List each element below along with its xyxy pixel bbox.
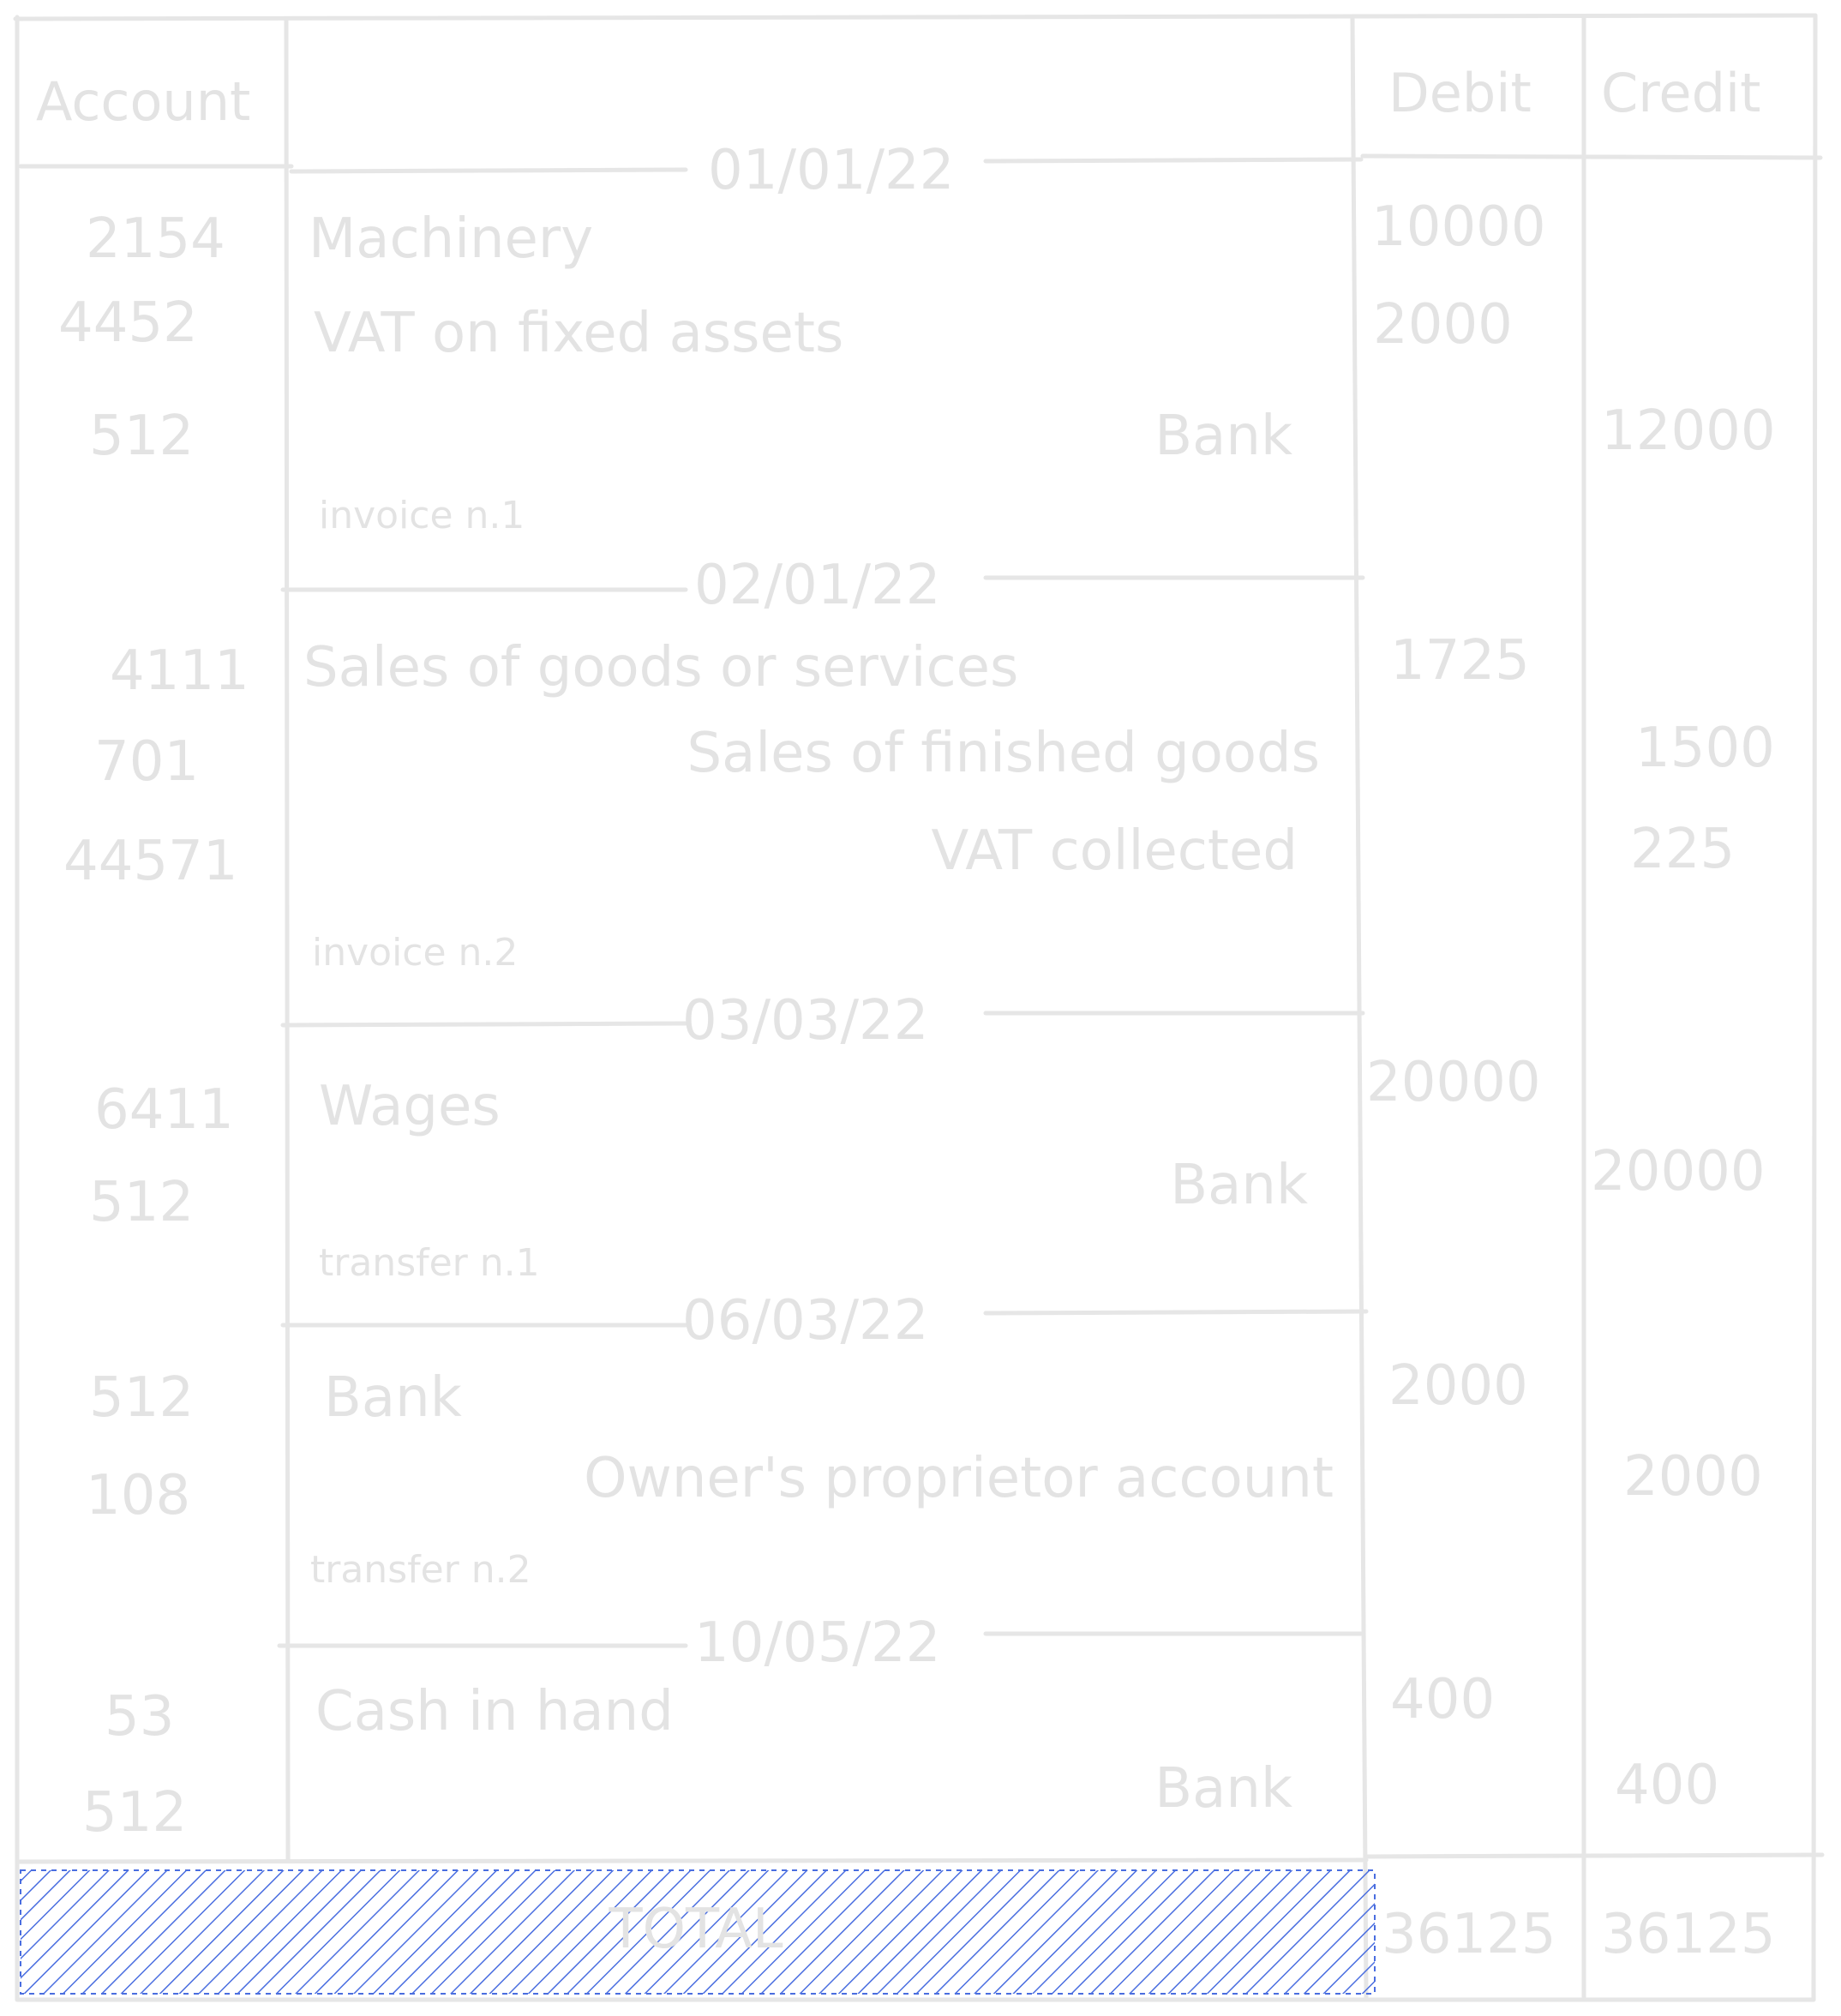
debit-amount: 1725	[1390, 629, 1530, 693]
credit-amount: 1500	[1635, 717, 1775, 780]
account-label: Sales of finished goods	[687, 722, 1320, 785]
entry-note: transfer n.1	[319, 1241, 540, 1285]
account-number: 6411	[94, 1078, 234, 1142]
total-credit: 36125	[1601, 1903, 1776, 1966]
account-label: Bank	[1154, 1757, 1292, 1821]
account-number: 512	[89, 1171, 195, 1234]
account-number: 44571	[63, 830, 238, 893]
entry-note: invoice n.1	[319, 494, 525, 537]
account-label: Sales of goods or services	[303, 636, 1019, 699]
account-label: Bank	[1154, 405, 1292, 468]
debit-amount: 400	[1390, 1668, 1496, 1731]
journal-entry	[86, 1289, 1763, 1592]
credit-amount: 12000	[1601, 399, 1776, 463]
header-account: Account	[36, 70, 251, 133]
entry-note: invoice n.2	[312, 931, 519, 975]
debit-amount: 20000	[1366, 1051, 1541, 1114]
account-label: Wages	[319, 1075, 501, 1138]
account-number: 2154	[86, 207, 225, 271]
account-number: 108	[86, 1464, 191, 1527]
credit-amount: 400	[1615, 1754, 1720, 1817]
credit-amount: 225	[1630, 818, 1736, 881]
account-number: 512	[82, 1781, 188, 1845]
account-label: Cash in hand	[315, 1680, 674, 1743]
credit-amount: 2000	[1623, 1445, 1763, 1509]
account-number: 4452	[58, 291, 198, 355]
debit-amount: 2000	[1388, 1354, 1528, 1418]
account-label: Bank	[324, 1366, 462, 1430]
entry-date: 02/01/22	[694, 554, 941, 617]
total-debit: 36125	[1382, 1903, 1556, 1966]
journal-entry	[63, 554, 1775, 975]
account-number: 512	[89, 405, 195, 468]
account-label: Machinery	[309, 207, 594, 271]
header-credit: Credit	[1601, 62, 1761, 124]
account-label: VAT on fixed assets	[314, 302, 844, 365]
debit-amount: 2000	[1373, 293, 1513, 357]
entry-date: 03/03/22	[682, 989, 929, 1053]
header-debit: Debit	[1388, 62, 1532, 124]
account-label: VAT collected	[931, 819, 1298, 883]
journal-entry	[58, 139, 1776, 537]
entry-date: 01/01/22	[708, 139, 955, 202]
entry-note: transfer n.2	[310, 1548, 531, 1592]
debit-amount: 10000	[1371, 195, 1546, 259]
account-number: 701	[94, 730, 200, 794]
entry-date: 10/05/22	[694, 1611, 941, 1675]
total-row	[21, 1870, 1776, 1994]
total-label: TOTAL	[609, 1898, 783, 1961]
account-number: 4111	[110, 639, 249, 703]
entry-date: 06/03/22	[682, 1289, 929, 1353]
account-label: Owner's proprietor account	[584, 1447, 1334, 1510]
account-label: Bank	[1170, 1154, 1308, 1217]
account-number: 53	[105, 1685, 175, 1749]
credit-amount: 20000	[1591, 1140, 1766, 1203]
journal-entry	[89, 989, 1766, 1285]
account-number: 512	[89, 1366, 195, 1430]
